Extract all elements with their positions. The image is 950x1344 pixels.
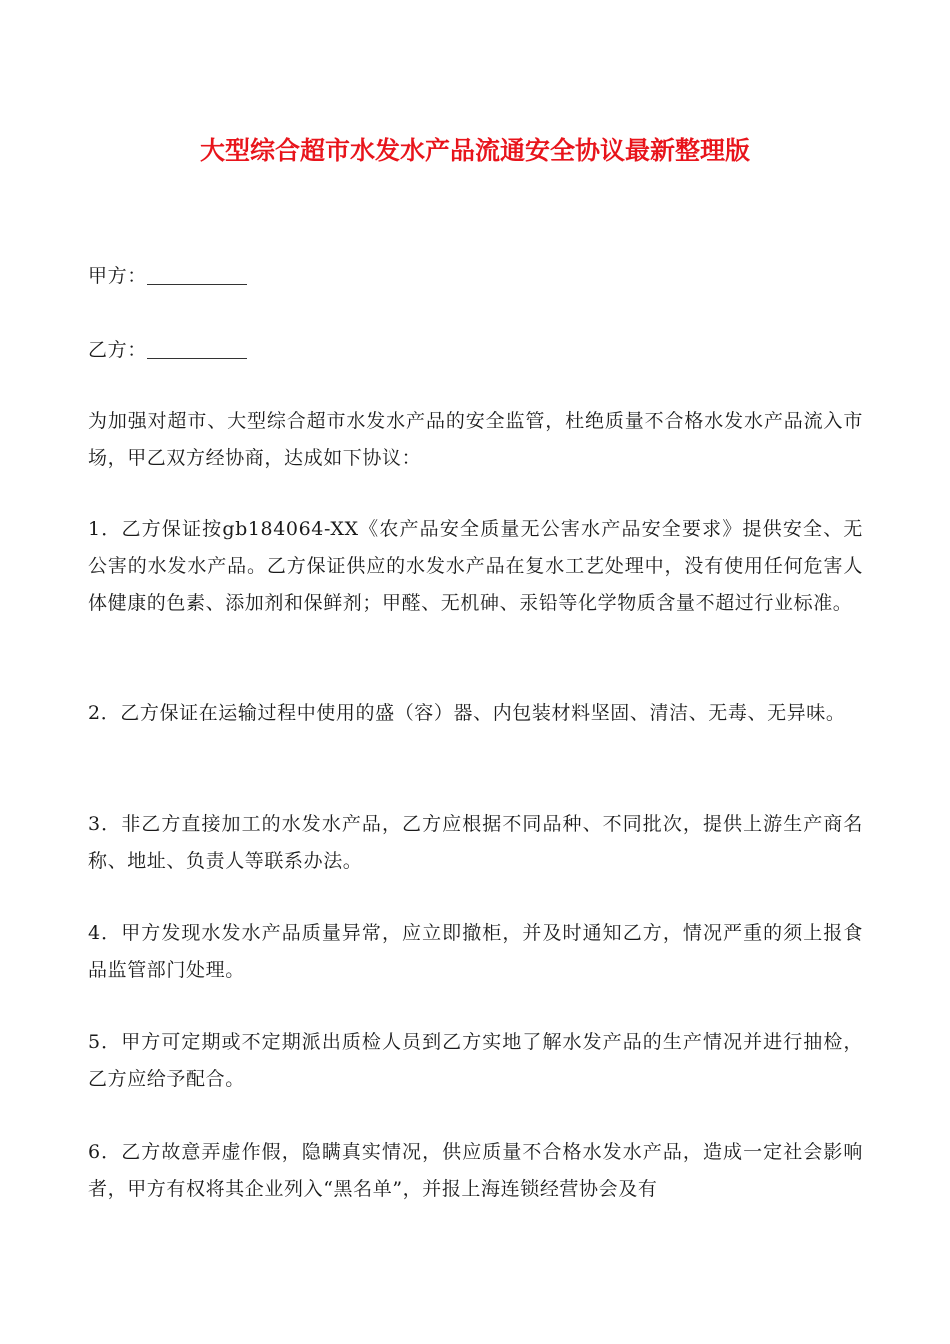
party-b-line	[88, 332, 488, 369]
party-b-blank	[147, 338, 247, 359]
clause-4: 4．甲方发现水发水产品质量异常，应立即撤柜，并及时通知乙方，情况严重的须上报食品监管部门处理。	[88, 922, 863, 981]
document-title: 大型综合超市水发水产品流通安全协议最新整理版	[199, 136, 750, 165]
clause-1: 1．乙方保证按gb184064-XX《农产品安全质量无公害水产品安全要求》提供安全、无公害的水发水产品。乙方保证供应的水发水产品在复水工艺处理中，没有使用任何危害人体健康的色素、添加剂和保鲜剂；甲醛、无机砷、汞铅等化学物质含量不超过行业标准。	[88, 518, 863, 614]
party-b-label: 乙方：	[88, 339, 147, 361]
party-a-blank	[147, 264, 247, 285]
party-a-label: 甲方：	[88, 265, 147, 287]
intro-paragraph: 为加强对超市、大型综合超市水发水产品的安全监管，杜绝质量不合格水发水产品流入市场，甲乙双方经协商，达成如下协议：	[88, 410, 863, 469]
party-a-line	[88, 258, 488, 295]
clause-5: 5．甲方可定期或不定期派出质检人员到乙方实地了解水发产品的生产情况并进行抽检，乙方应给予配合。	[88, 1031, 863, 1090]
clause-6: 6．乙方故意弄虚作假，隐瞒真实情况，供应质量不合格水发水产品，造成一定社会影响者，甲方有权将其企业列入“黑名单”，并报上海连锁经营协会及有	[88, 1141, 863, 1200]
clause-2: 2．乙方保证在运输过程中使用的盛（容）器、内包装材料坚固、清洁、无毒、无异味。	[88, 702, 846, 724]
clause-3: 3．非乙方直接加工的水发水产品，乙方应根据不同品种、不同批次，提供上游生产商名称、地址、负责人等联系办法。	[88, 813, 863, 872]
